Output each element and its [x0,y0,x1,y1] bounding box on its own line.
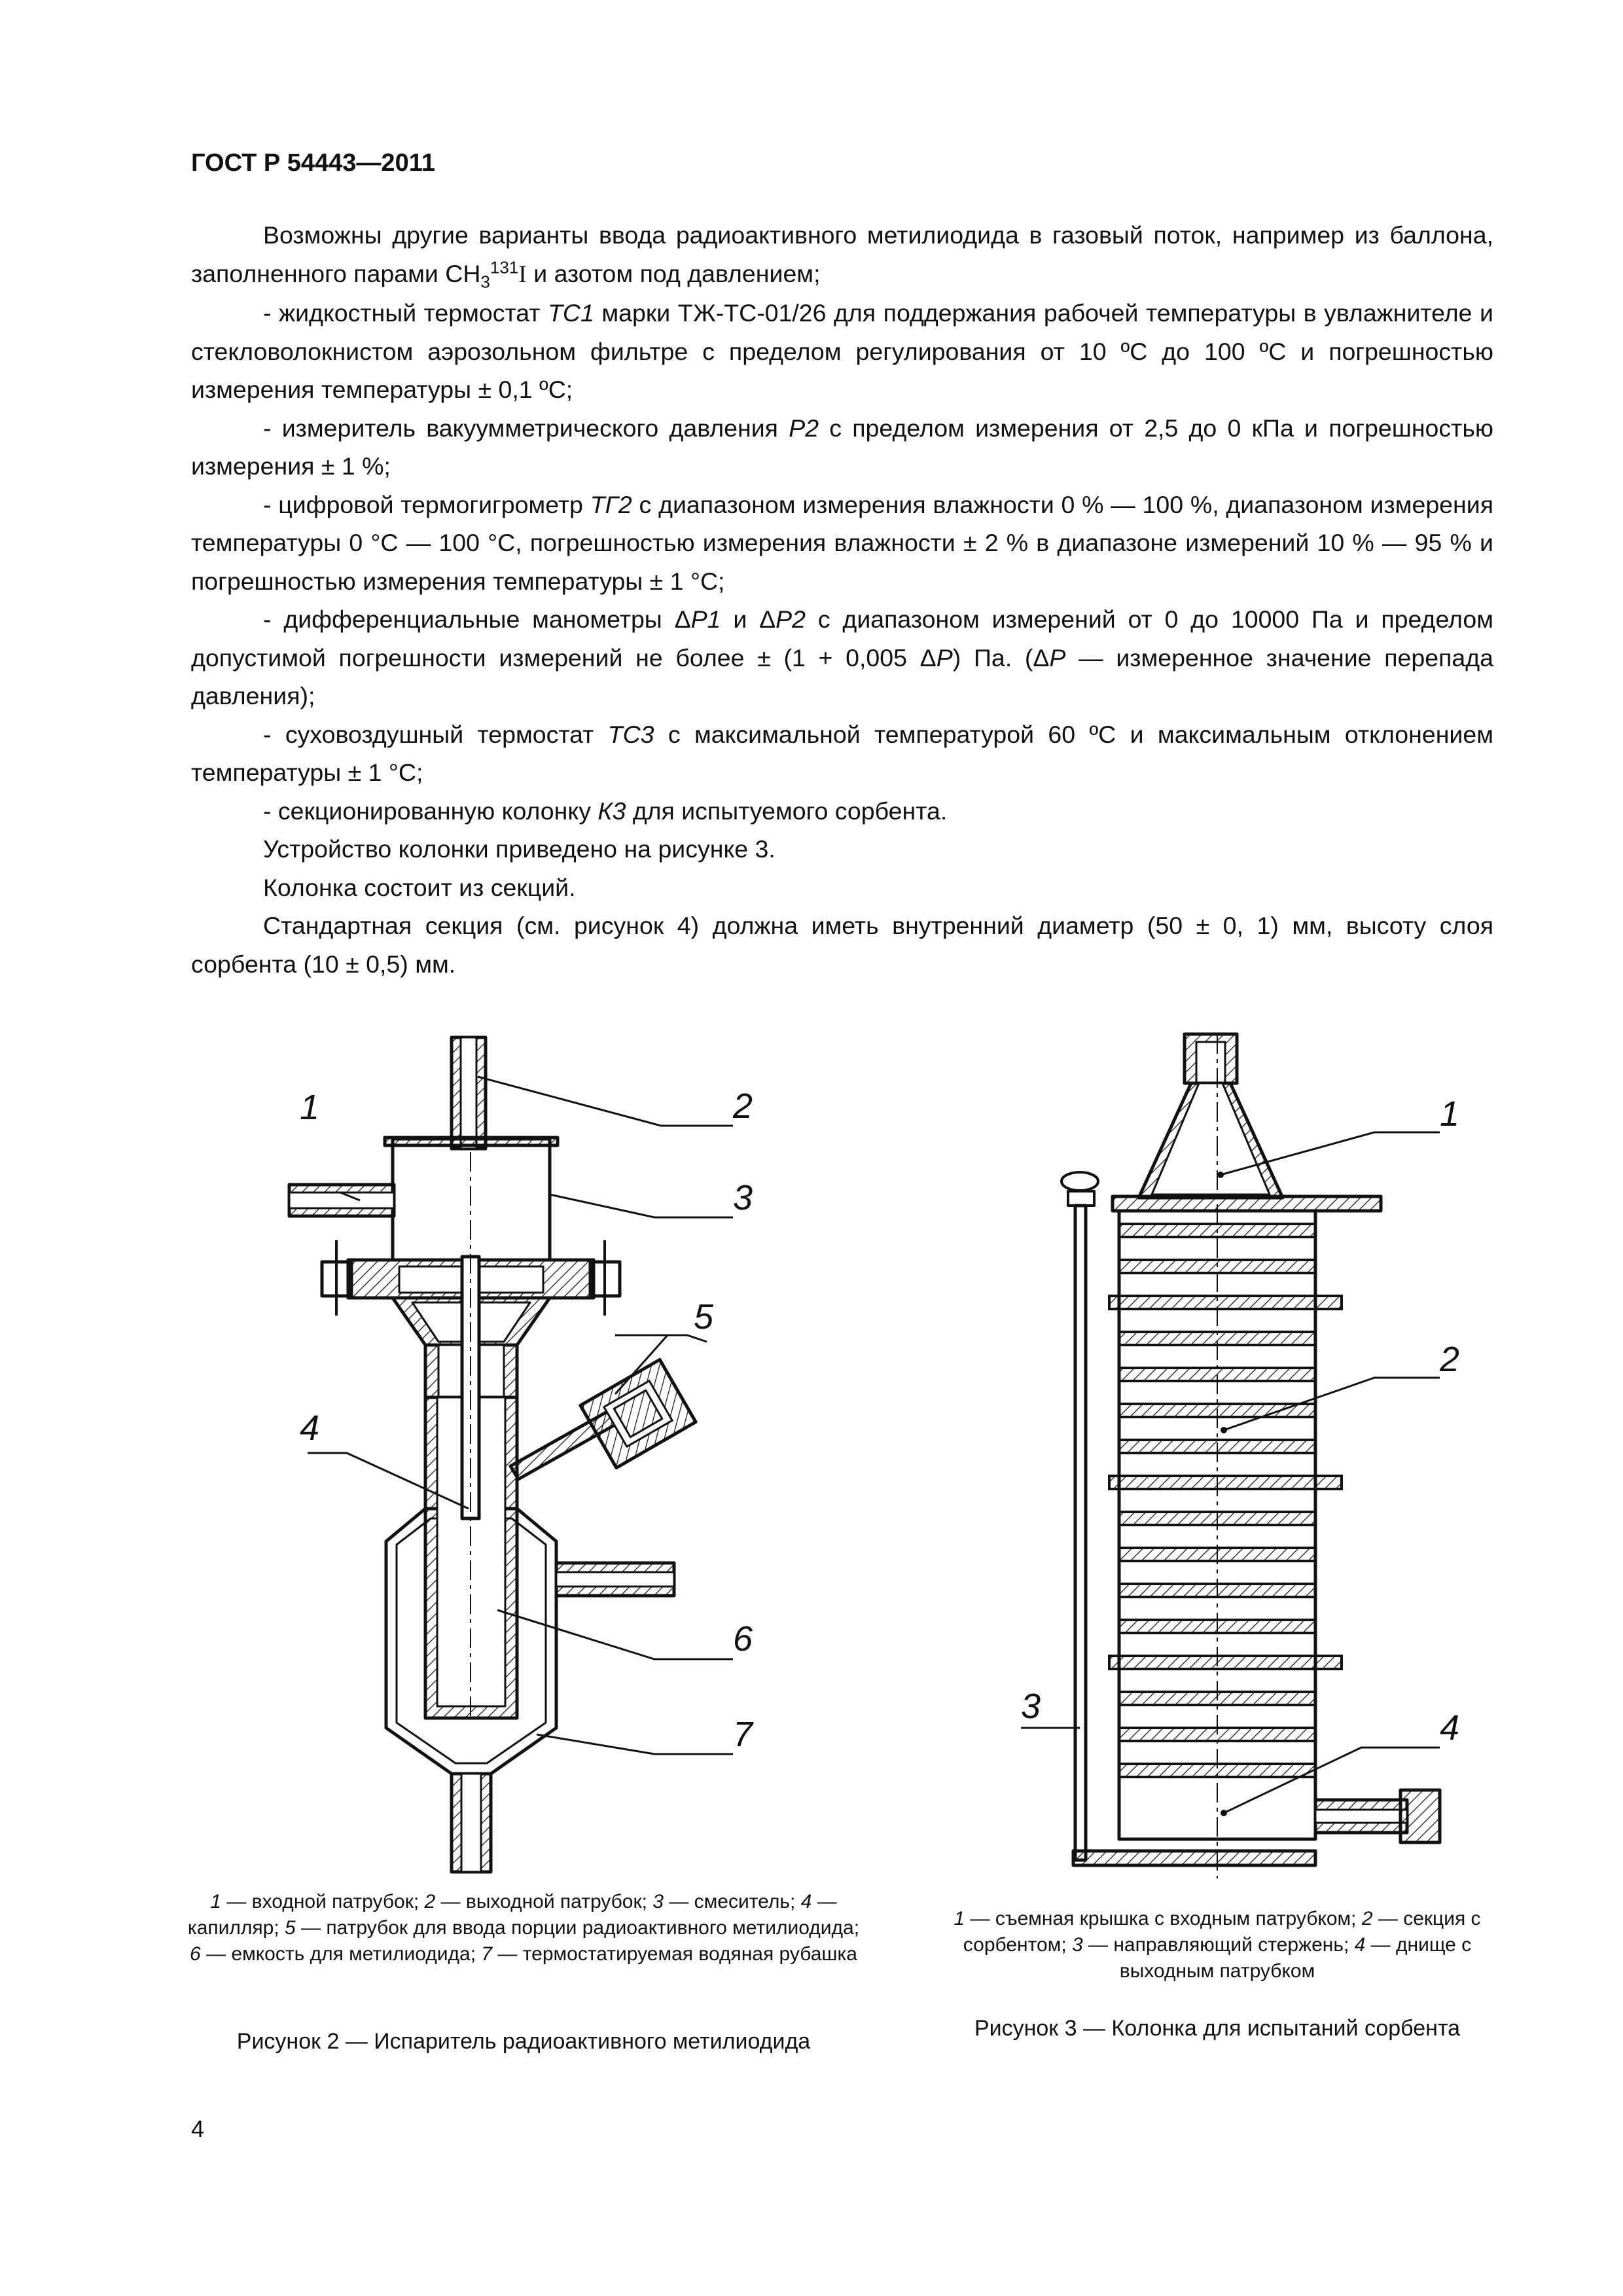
evaporator-drawing [262,1021,753,1872]
paragraph-10: Стандартная секция (см. рисунок 4) должна иметь внутренний диаметр (50 ± 0, 1) мм, высоту слоя сорбента (10 ± 0,5) мм. [191,912,1493,978]
figure-3-legend: 1 — съемная крышка с входным патрубком; 2 — секция с сорбентом; 3 — направляющий стержень; 4 — днище с выходным патрубком [954,1908,1481,1982]
callout-1: 1 [1440,1094,1460,1134]
column-base [1073,1851,1315,1865]
callout-2: 2 [1440,1340,1460,1379]
wing-nut [1061,1172,1098,1191]
figure-2-drawing [262,1021,753,1872]
paragraph-9: Колонка состоит из секций. [263,873,576,901]
callout-4: 4 [1440,1708,1460,1748]
paragraph-7: - секционированную колонку К3 для испытуемого сорбента. [263,797,948,825]
callout-5: 5 [694,1297,714,1336]
callout-7: 7 [733,1715,753,1754]
figure-2-caption: Рисунок 2 — Испаритель радиоактивного метилиодида [236,2029,811,2054]
sorbent-sections [1109,1224,1342,1777]
column-drawing [1008,1028,1505,1892]
callout-2: 2 [733,1086,753,1126]
paragraph-2: - жидкостный термостат ТС1 марки ТЖ-ТС-01/26 для поддержания рабочей температуры в увлажнителе и стекловолокнистом аэрозольном фильтре с пределом регулирования от 10 ºС до 100 ºС и погрешностью измерения температуры ± 0,1 ºС; [191,299,1493,403]
paragraph-8: Устройство колонки приведено на рисунке 3. [263,835,776,863]
paragraph-3: - измеритель вакуумметрического давления Р2 с пределом измерения от 2,5 до 0 кПа и погрешностью измерения ± 1 %; [191,414,1493,480]
paragraph-4: - цифровой термогигрометр ТГ2 с диапазоном измерения влажности 0 % — 100 %, диапазоном измерения температуры 0 °С — 100 °С, погрешностью измерения влажности ± 2 % в диапазоне измерений 10 % — 95 % и погрешностью измерения температуры ± 1 °С; [191,490,1493,595]
paragraph-1: Возможны другие варианты ввода радиоактивного метилиодида в газовый поток, например из баллона, заполненного парами $CH_3^{131}I$ и азотом под давлением; [191,221,1493,291]
paragraph-6: - суховоздушный термостат ТС3 с максимальной температурой 60 ºС и максимальным отклонением температуры ± 1 °С; [191,720,1493,786]
callout-1: 1 [300,1088,320,1127]
figure-3-drawing [1008,1028,1505,1892]
page-number: 4 [191,2115,205,2142]
callout-3: 3 [1021,1687,1041,1726]
document-header: ГОСТ Р 54443—2011 [191,149,435,177]
figure-3-caption: Рисунок 3 — Колонка для испытаний сорбента [974,2016,1461,2041]
guide-rod [1075,1206,1086,1860]
callout-3: 3 [733,1178,753,1217]
injection-port [580,1359,696,1467]
paragraph-5: - дифференциальные манометры ΔР1 и ΔР2 с диапазоном измерений от 0 до 10000 Па и пределом допустимой погрешности измерений не более ± (1 + 0,005 ΔР) Па. (ΔР — измеренное значение перепада давления); [191,605,1493,709]
callout-4: 4 [300,1408,320,1448]
body-text [191,216,1493,983]
callout-6: 6 [733,1619,753,1659]
figure-2-legend: 1 — входной патрубок; 2 — выходной патрубок; 3 — смеситель; 4 — капилляр; 5 — патрубок для ввода порции радиоактивного метилиодида; 6 — емкость для метилиодида; 7 — термостатируемая водяная рубашка [187,1891,860,1965]
